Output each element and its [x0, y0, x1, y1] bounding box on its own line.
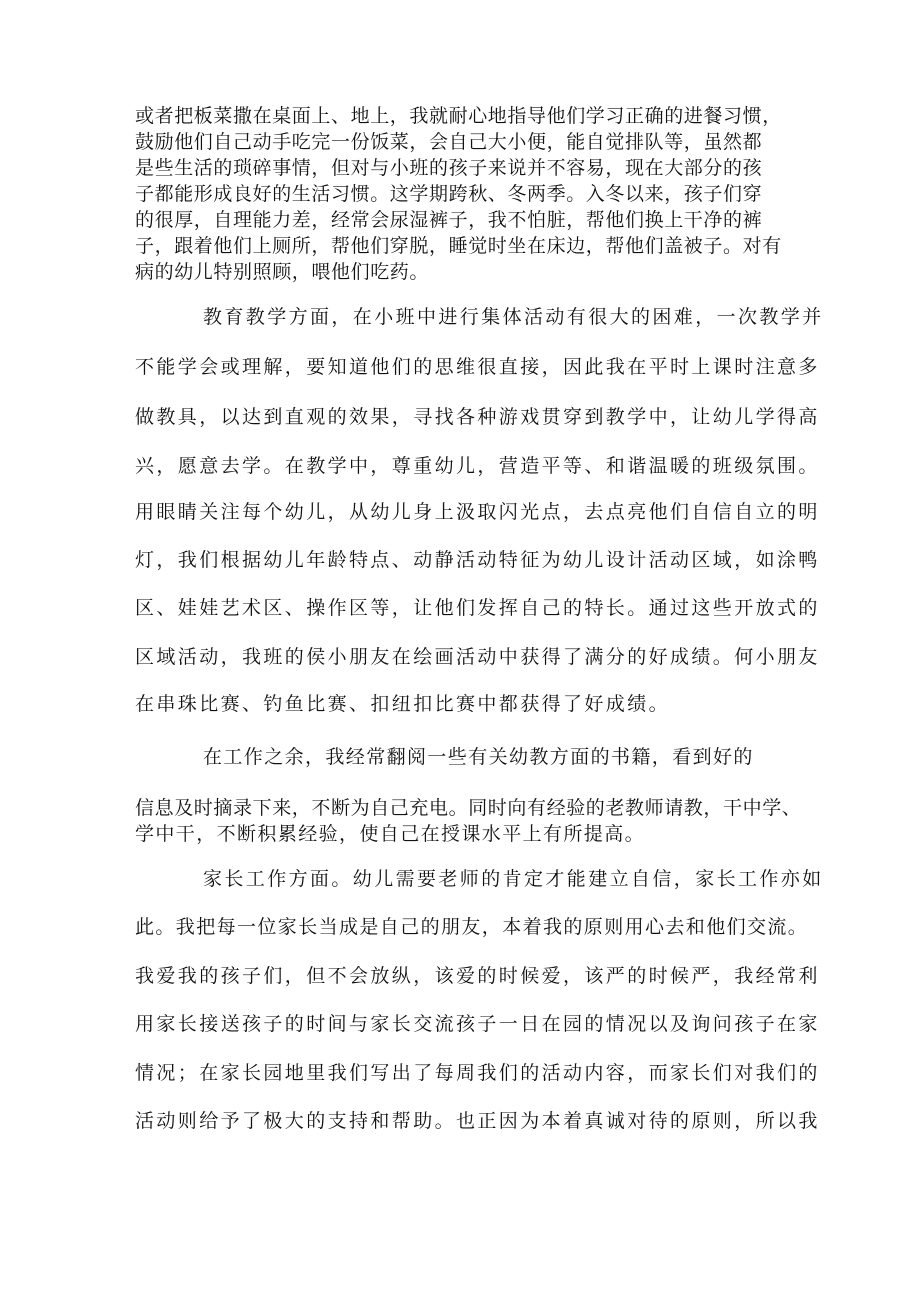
text-line: 灯，我们根据幼儿年龄特点、动静活动特征为幼儿设计活动区域，如涂鸭 [135, 549, 820, 571]
text-line: 情况；在家长园地里我们写出了每周我们的活动内容，而家长们对我们的 [135, 1062, 820, 1084]
text-line: 病的幼儿特别照顾，喂他们吃药。 [135, 261, 430, 283]
text-line: 学中干，不断积累经验，使自己在授课水平上有所提高。 [135, 823, 646, 845]
text-line: 在工作之余，我经常翻阅一些有关幼教方面的书籍，看到好的 [203, 746, 754, 768]
text-line: 用眼睛关注每个幼儿，从幼儿身上汲取闪光点，去点亮他们自信自立的明 [135, 501, 820, 523]
text-line: 子都能形成良好的生活习惯。这学期跨秋、冬两季。入冬以来，孩子们穿 [135, 183, 763, 205]
text-line: 做教具，以达到直观的效果，寻找各种游戏贯穿到教学中，让幼儿学得高 [135, 406, 820, 428]
text-line: 活动则给予了极大的支持和帮助。也正因为本着真诚对待的原则，所以我 [135, 1110, 820, 1132]
text-line: 信息及时摘录下来，不断为自己充电。同时向有经验的老教师请教，干中学、 [135, 797, 802, 819]
text-line: 家长工作方面。幼儿需要老师的肯定才能建立自信，家长工作亦如 [203, 868, 824, 890]
text-line: 是些生活的琐碎事情，但对与小班的孩子来说并不容易，现在大部分的孩 [135, 157, 763, 179]
text-line: 子，跟着他们上厕所，帮他们穿脱，睡觉时坐在床边，帮他们盖被子。对有 [135, 235, 782, 257]
text-line: 此。我把每一位家长当成是自己的朋友，本着我的原则用心去和他们交流。 [135, 916, 809, 938]
text-line: 区、娃娃艺术区、操作区等，让他们发挥自己的特长。通过这些开放式的 [135, 597, 820, 619]
text-line: 区域活动，我班的侯小朋友在绘画活动中获得了满分的好成绩。何小朋友 [135, 646, 820, 668]
text-line: 的很厚，自理能力差，经常会尿湿裤子，我不怕脏，帮他们换上干净的裤 [135, 209, 763, 231]
text-line: 兴，愿意去学。在教学中，尊重幼儿，营造平等、和谐温暖的班级氛围。 [135, 455, 820, 477]
text-line: 我爱我的孩子们，但不会放纵，该爱的时候爱，该严的时候严，我经常利 [135, 965, 820, 987]
text-line: 鼓励他们自己动手吃完一份饭菜，会自己大小便，能自觉排队等，虽然都 [135, 131, 763, 153]
text-line: 用家长接送孩子的时间与家长交流孩子一日在园的情况以及询问孩子在家 [135, 1013, 820, 1035]
text-line: 不能学会或理解，要知道他们的思维很直接，因此我在平时上课时注意多 [135, 356, 820, 378]
text-line: 或者把板菜撒在桌面上、地上，我就耐心地指导他们学习正确的进餐习惯， [135, 105, 782, 127]
text-line: 教育教学方面，在小班中进行集体活动有很大的困难，一次教学并 [203, 306, 824, 328]
text-line: 在串珠比赛、钓鱼比赛、扣纽扣比赛中都获得了好成绩。 [135, 693, 671, 715]
